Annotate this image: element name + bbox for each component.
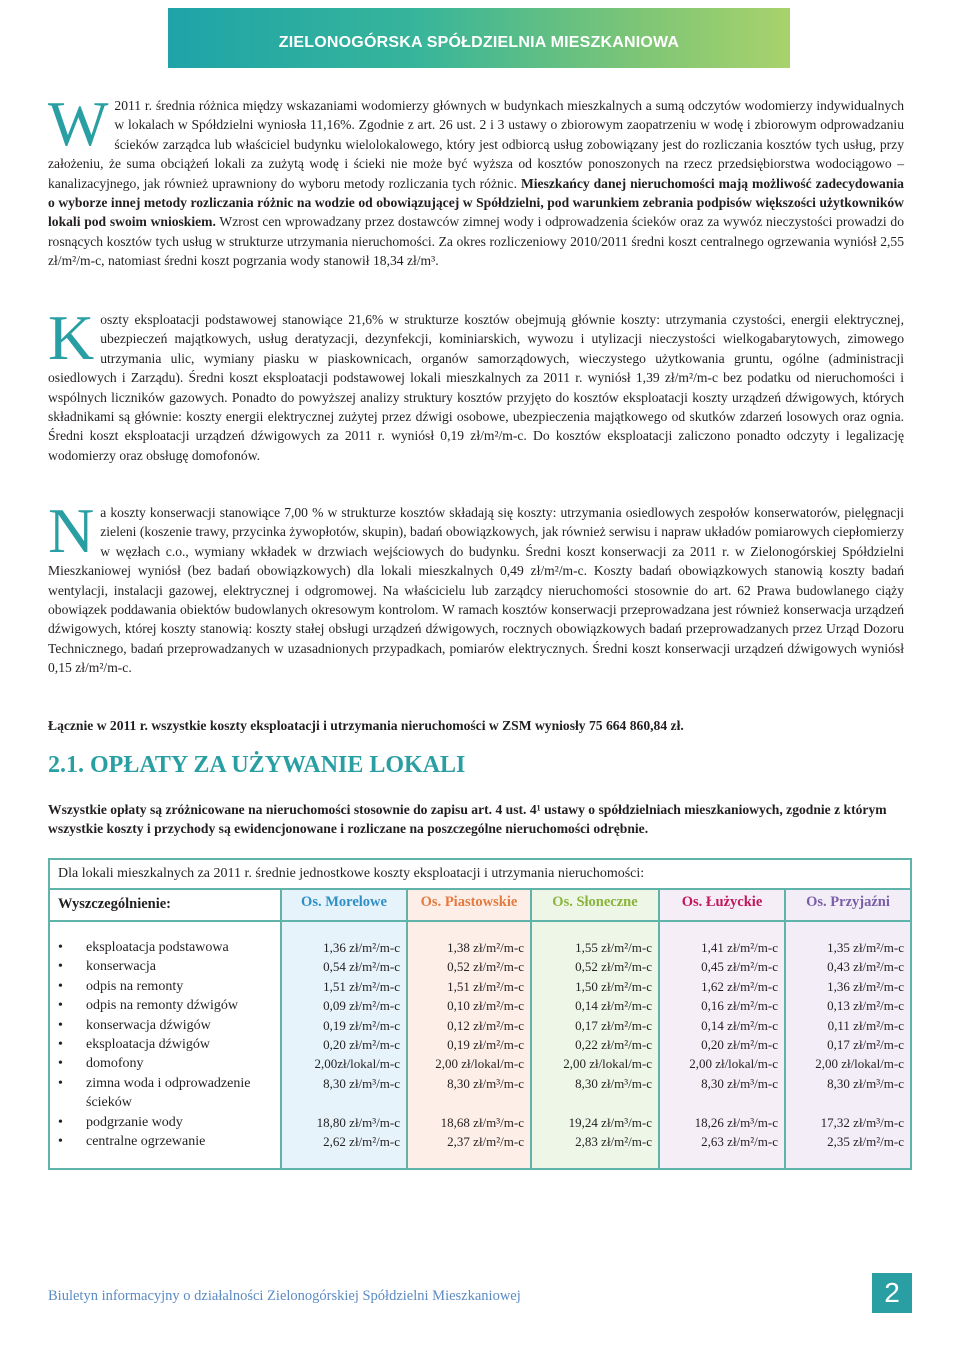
items-list xyxy=(58,938,280,1151)
table-cell: 0,14 zł/m²/m-c xyxy=(575,998,652,1014)
paragraph-maintenance xyxy=(48,495,904,678)
list-item: • odpis na remonty xyxy=(58,977,280,996)
column-header-piastowskie: Os. Piastowskie xyxy=(420,894,518,910)
page-number: 2 xyxy=(872,1273,912,1313)
table-cell: 19,24 zł/m³/m-c xyxy=(568,1114,652,1130)
paragraph-water-text: 2011 r. średnia różnica między wskazaniami wodomierzy głównych w budynkach mieszkalnych a sumą odczytów wodomierzy indywidualnych w lokalach w Spółdzielni wyniosła 11,16%. Zgodnie z art. 26 ust. 2 i 3 ustawy o zbiorowym zaopatrzeniu w wodę i zbiorowym odprowadzaniu ścieków zarządca lub właściciel budynku wielolokalowego, który jest odbiorcą usług zobowiązany jest do rozliczania kosztów tych usług, przy założeniu, że suma obciążeń lokali za zużytą wodę i ścieki nie może być wyższa od kosztów ponoszonych na rzecz przedsiębiorstwa wodociągowo – kanalizacyjnego, jak również uprawniony do wyboru metody rozliczania tych różnic. xyxy=(48,98,904,191)
table-cell: 2,00 zł/lokal/m-c xyxy=(815,1056,904,1072)
table-cell: 0,17 zł/m²/m-c xyxy=(827,1037,904,1053)
list-item: • zimna woda i odprowadzenie ścieków xyxy=(58,1074,280,1113)
table-cell: 1,51 zł/m²/m-c xyxy=(323,978,400,994)
table-cell: 2,63 zł/m²/m-c xyxy=(701,1134,778,1150)
table-cell: 0,19 zł/m²/m-c xyxy=(323,1017,400,1033)
table-cell: 18,80 zł/m³/m-c xyxy=(316,1114,400,1130)
table-cell: 1,35 zł/m²/m-c xyxy=(827,940,904,955)
list-item: • konserwacja dźwigów xyxy=(58,1016,280,1035)
table-cell: 0,52 zł/m²/m-c xyxy=(447,959,524,975)
table-cell: 2,00 zł/lokal/m-c xyxy=(563,1056,652,1072)
table-cell: 0,20 zł/m²/m-c xyxy=(701,1037,778,1053)
paragraph-maintenance-text: a koszty konserwacji stanowiące 7,00 % w strukturze kosztów składają się koszty: utrzymania osiedlowych zespołów konserwatorów, pielęgnacji zieleni (koszenie trawy, przycinka żywopłotów, skupin), badań obowiązkowych, jak również serwisu i napraw układów pomiarowych ciepłomierzy w węzłach c.o., wymiany wkładek w drzwiach wejściowych do budynku. Średni koszt konserwacji za 2011 r. w Zielonogórskiej Spółdzielni Mieszkaniowej wyniósł (bez badań obowiązkowych) dla lokali mieszkalnych 0,49 zł/m²/m-c. Koszty badań obowiązkowych stanowią koszty badań wentylacji, instalacji gazowej, elektrycznej i odgromowej. Na właścicielu lub zarządcy nieruchomości stosownie do art. 62 Prawa budowlanego ciąży obowiązek poddawania obiektów budowlanych okresowym kontrolom. W ramach kosztów konserwacji przeprowadzana jest również konserwacja urządzeń dźwigowych, której koszty stanowią: koszty stałej obsługi urządzeń dźwigowych, rocznych obowiązkowych badań przeprowadzanych przez Urząd Dozoru Technicznego, badań przeprowadzanych w uzasadnionych przypadkach, pomiarów elektrycznych. Średni koszt konserwacji urządzeń dźwigowych wyniósł 0,15 zł/m²/m-c. xyxy=(48,505,904,676)
table-cell: 0,16 zł/m²/m-c xyxy=(701,998,778,1014)
table-cell: 1,41 zł/m²/m-c xyxy=(701,940,778,955)
values-luzyckie xyxy=(689,938,778,1151)
table-cell: 8,30 zł/m³/m-c xyxy=(827,1075,904,1091)
section-heading: 2.1. OPŁATY ZA UŻYWANIE LOKALI xyxy=(48,752,466,778)
column-header-luzyckie: Os. Łużyckie xyxy=(681,894,763,910)
costs-table xyxy=(48,858,912,1170)
table-cell xyxy=(435,1093,524,1112)
table-cell: 0,09 zł/m²/m-c xyxy=(323,998,400,1014)
paragraph-exploitation xyxy=(48,302,904,465)
table-cell: 0,22 zł/m²/m-c xyxy=(575,1037,652,1053)
table-cell: 0,20 zł/m²/m-c xyxy=(323,1037,400,1053)
table-cell xyxy=(314,1093,400,1112)
table-cell: 0,52 zł/m²/m-c xyxy=(575,959,652,975)
table-cell: 8,30 zł/m³/m-c xyxy=(447,1075,524,1091)
table-cell: 2,00 zł/lokal/m-c xyxy=(689,1056,778,1072)
values-piastowskie xyxy=(435,938,524,1151)
values-sloneczne xyxy=(563,938,652,1151)
list-item: • eksploatacja dźwigów xyxy=(58,1035,280,1054)
paragraph-exploitation-text: oszty eksploatacji podstawowej stanowiące 21,6% w strukturze kosztów obejmują głównie koszty: utrzymania czystości, energii elektrycznej, ubezpieczeń majątkowych, usług deratyzacji, dezynfekcji, kominiarskich, wywozu i utylizacji nieczystości wielkogabarytowych, zimowego utrzymania ulic, wymiany piasku w piaskownicach, organów samorządowych, wieczystego użytkowania gruntu, ogólne (administracji osiedlowych i Zarządu). Średni koszt eksploatacji podstawowej lokali mieszkalnych za 2011 r. wyniósł 1,39 zł/m²/m-c bez podatku od nieruchomości i wspólnych liczników gazowych. Ponadto do powyższej analizy struktury kosztów przyjęto do kosztów eksploatacji koszty urządzeń dźwigowych, których składnikami są głównie: koszty energii elektrycznej zużytej przez dźwigi osobowe, ubezpieczenia majątkowego od skutków zdarzeń losowych oraz ognia. Średni koszt eksploatacji urządzeń dźwigowych za 2011 r. wyniósł 0,19 zł/m²/m-c. Do kosztów eksploatacji zaliczono ponadto odczyty i legalizację wodomierzy oraz obsługę domofonów. xyxy=(48,312,904,463)
column-header-przyjazni: Os. Przyjaźni xyxy=(806,894,890,910)
table-cell: 2,62 zł/m²/m-c xyxy=(323,1134,400,1150)
table-column-luzyckie xyxy=(658,890,784,1168)
table-column-sloneczne xyxy=(530,890,658,1168)
list-item: • domofony xyxy=(58,1054,280,1073)
table-cell: 2,37 zł/m²/m-c xyxy=(447,1134,524,1150)
table-cell: 18,68 zł/m³/m-c xyxy=(440,1114,524,1130)
paragraph-water-tail: Wzrost cen wprowadzany przez dostawców zimnej wody i odprowadzenia ścieków oraz za wywóz nieczystości prowadzi do rosnących kosztów tych usług w strukturze utrzymania nieruchomości. Za okres rozliczeniowy 2010/2011 średni koszt centralnego ogrzewania wyniósł 2,55 zł/m²/m-c, natomiast średni koszt pogrzania wody stanowił 18,34 zł/m³. xyxy=(48,214,905,269)
table-cell xyxy=(689,1093,778,1112)
table-caption: Dla lokali mieszkalnych za 2011 r. średnie jednostkowe koszty eksploatacji i utrzymania nieruchomości: xyxy=(50,860,910,890)
table-cell: 1,62 zł/m²/m-c xyxy=(701,978,778,994)
list-item: • podgrzanie wody xyxy=(58,1113,280,1132)
table-cell: 0,11 zł/m²/m-c xyxy=(827,1017,904,1033)
table-cell: 1,38 zł/m²/m-c xyxy=(447,940,524,955)
dropcap-k: K xyxy=(48,302,95,373)
table-cell: 2,35 zł/m²/m-c xyxy=(827,1134,904,1150)
table-cell: 0,54 zł/m²/m-c xyxy=(323,959,400,975)
table-cell xyxy=(563,1093,652,1112)
values-przyjazni xyxy=(815,938,904,1151)
table-cell: 17,32 zł/m³/m-c xyxy=(820,1114,904,1130)
row-header: Wyszczególnienie: xyxy=(58,896,172,912)
table-cell: 2,00 zł/lokal/m-c xyxy=(435,1056,524,1072)
table-cell: 0,12 zł/m²/m-c xyxy=(447,1017,524,1033)
table-cell xyxy=(815,1093,904,1112)
list-item: • centralne ogrzewanie xyxy=(58,1132,280,1151)
dropcap-n: N xyxy=(48,495,95,566)
column-header-morelowe: Os. Morelowe xyxy=(301,894,387,910)
list-item: • eksploatacja podstawowa xyxy=(58,938,280,957)
table-cell: 1,55 zł/m²/m-c xyxy=(575,940,652,955)
table-column-items xyxy=(50,890,280,1168)
table-cell: 0,19 zł/m²/m-c xyxy=(447,1037,524,1053)
table-cell: 8,30 zł/m³/m-c xyxy=(575,1075,652,1091)
list-item: • odpis na remonty dźwigów xyxy=(58,996,280,1015)
table-column-przyjazni xyxy=(784,890,910,1168)
header-row-divider xyxy=(50,920,910,922)
paragraph-water xyxy=(48,88,905,271)
table-cell: 1,36 zł/m²/m-c xyxy=(323,940,400,955)
table-cell: 0,14 zł/m²/m-c xyxy=(701,1017,778,1033)
table-cell: 1,36 zł/m²/m-c xyxy=(827,978,904,994)
table-cell: 18,26 zł/m³/m-c xyxy=(694,1114,778,1130)
table-cell: 8,30 zł/m³/m-c xyxy=(323,1075,400,1091)
total-costs: Łącznie w 2011 r. wszystkie koszty eksploatacji i utrzymania nieruchomości w ZSM wyniosły 75 664 860,84 zł. xyxy=(48,718,684,733)
table-cell: 8,30 zł/m³/m-c xyxy=(701,1075,778,1091)
dropcap-w: W xyxy=(48,88,109,159)
table-cell: 1,50 zł/m²/m-c xyxy=(575,978,652,994)
section-intro: Wszystkie opłaty są zróżnicowane na nieruchomości stosownie do zapisu art. 4 ust. 4¹ ustawy o spółdzielniach mieszkaniowych, zgodnie z którym wszystkie koszty i przychody są ewidencjonowane i rozliczane na poszczególne nieruchomości odrębnie. xyxy=(48,802,887,837)
table-cell: 0,17 zł/m²/m-c xyxy=(575,1017,652,1033)
table-cell: 0,10 zł/m²/m-c xyxy=(447,998,524,1014)
table-column-morelowe xyxy=(280,890,406,1168)
values-morelowe xyxy=(314,938,400,1151)
table-cell: 2,00zł/lokal/m-c xyxy=(314,1056,400,1072)
table-cell: 2,83 zł/m²/m-c xyxy=(575,1134,652,1150)
list-item: • konserwacja xyxy=(58,957,280,976)
table-cell: 0,13 zł/m²/m-c xyxy=(827,998,904,1014)
header-title: ZIELONOGÓRSKA SPÓŁDZIELNIA MIESZKANIOWA xyxy=(278,34,680,51)
table-cell: 0,43 zł/m²/m-c xyxy=(827,959,904,975)
table-column-piastowskie xyxy=(406,890,530,1168)
footer-text: Biuletyn informacyjny o działalności Zielonogórskiej Spółdzielni Mieszkaniowej xyxy=(48,1288,521,1304)
table-cell: 0,45 zł/m²/m-c xyxy=(701,959,778,975)
table-cell: 1,51 zł/m²/m-c xyxy=(447,978,524,994)
column-header-sloneczne: Os. Słoneczne xyxy=(552,894,638,910)
paragraph-water-bold: Mieszkańcy danej nieruchomości mają możliwość zadecydowania o wyborze innej metody rozliczania różnic na wodzie od obowiązującej w Spółdzielni, pod warunkiem zebrania podpisów większości użytkowników lokali pod swoim wnioskiem. xyxy=(48,175,904,230)
